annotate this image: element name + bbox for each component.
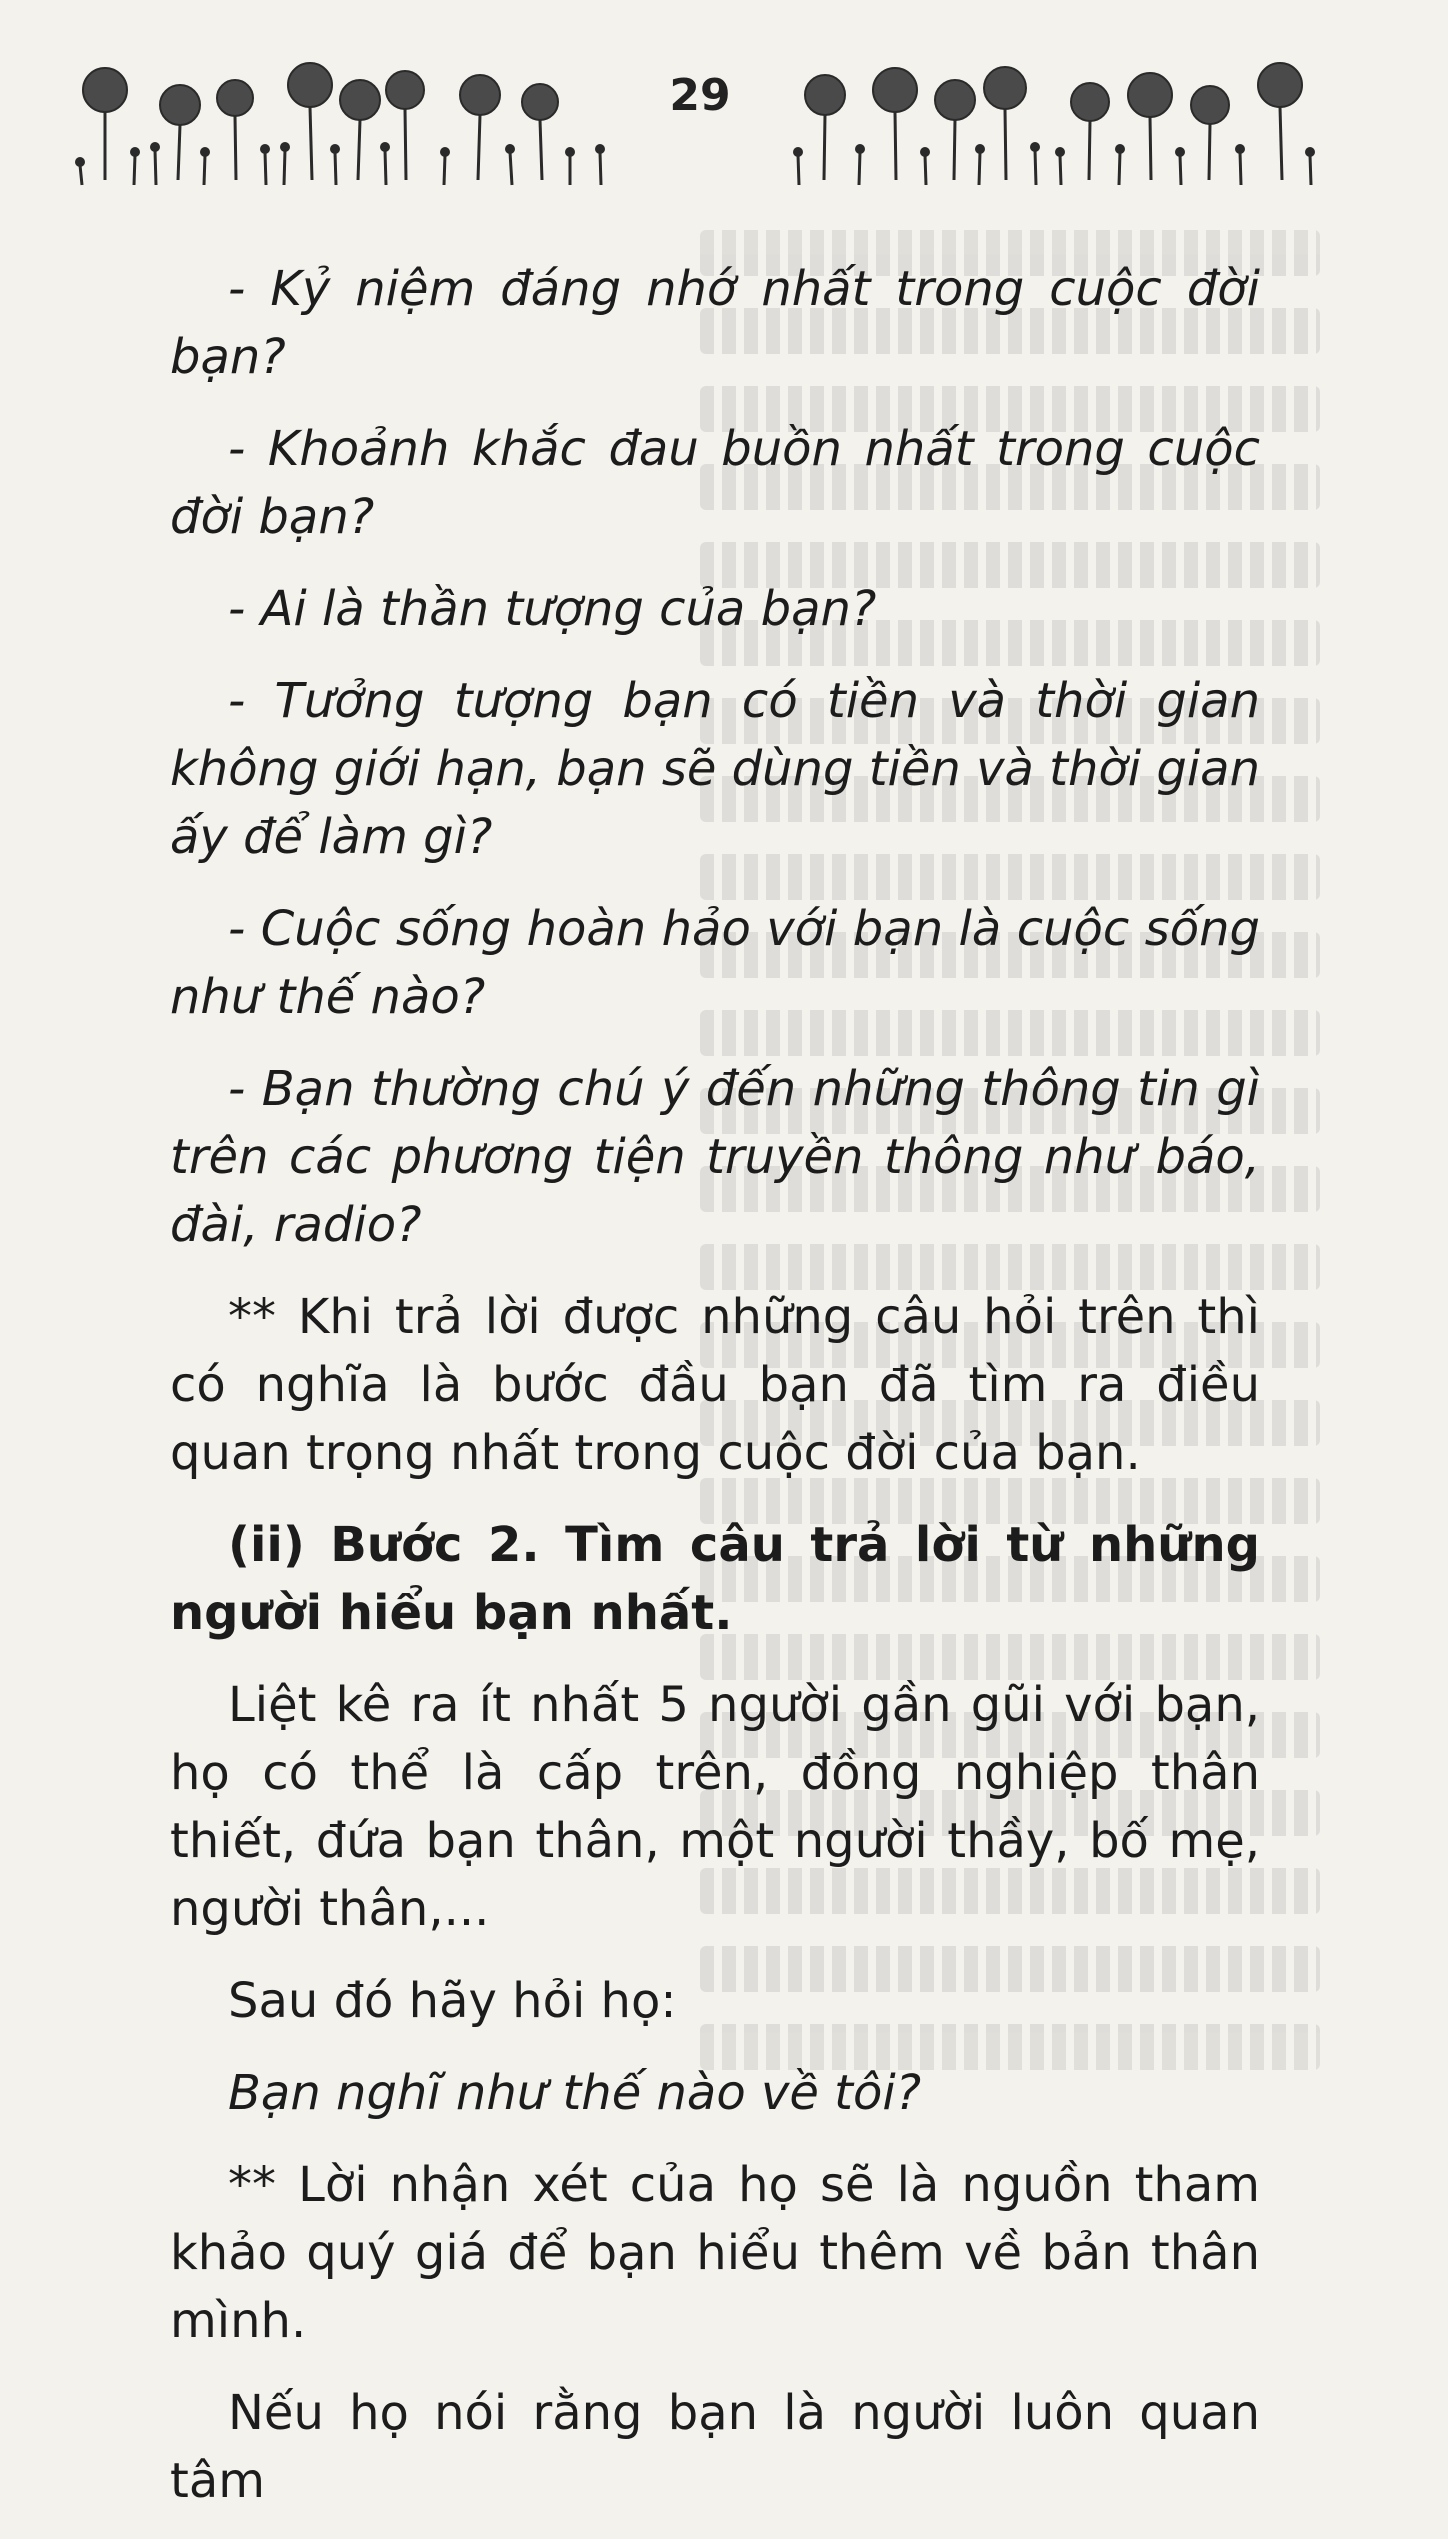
page-header [0,40,1448,200]
question-idol: - Ai là thần tượng của bạn? [228,581,877,637]
list-paragraph: Liệt kê ra ít nhất 5 người gần gũi với bạn, họ có thể là cấp trên, đồng nghiệp thân thiết, đứa bạn thân, một người thầy, bố mẹ, người thân,... [170,1677,1260,1937]
last-paragraph: Nếu họ nói rằng bạn là người luôn quan tâm [170,2385,1260,2509]
flower-ornament-left-icon [60,40,620,190]
step-2-heading: (ii) Bước 2. Tìm câu trả lời từ những người hiểu bạn nhất. [170,1517,1260,1641]
note-paragraph-1: ** Khi trả lời được những câu hỏi trên thì có nghĩa là bước đầu bạn đã tìm ra điều quan trọng nhất trong cuộc đời của bạn. [170,1289,1260,1481]
question-about-me: Bạn nghĩ như thế nào về tôi? [228,2065,922,2121]
question-media: - Bạn thường chú ý đến những thông tin gì trên các phương tiện truyền thông như báo, đài, radio? [170,1061,1260,1253]
question-unlimited: - Tưởng tượng bạn có tiền và thời gian không giới hạn, bạn sẽ dùng tiền và thời gian ấy để làm gì? [170,673,1260,865]
question-perfect-life: - Cuộc sống hoàn hảo với bạn là cuộc sống như thế nào? [170,901,1260,1025]
note-paragraph-2: ** Lời nhận xét của họ sẽ là nguồn tham khảo quý giá để bạn hiểu thêm về bản thân mình. [170,2157,1260,2349]
page-number: 29 [669,70,731,121]
question-memorable: - Kỷ niệm đáng nhớ nhất trong cuộc đời bạn? [170,261,1260,385]
ask-paragraph: Sau đó hãy hỏi họ: [228,1973,677,2029]
flower-ornament-right-icon [780,40,1340,190]
question-saddest: - Khoảnh khắc đau buồn nhất trong cuộc đời bạn? [170,421,1260,545]
body-text [170,255,1260,2539]
